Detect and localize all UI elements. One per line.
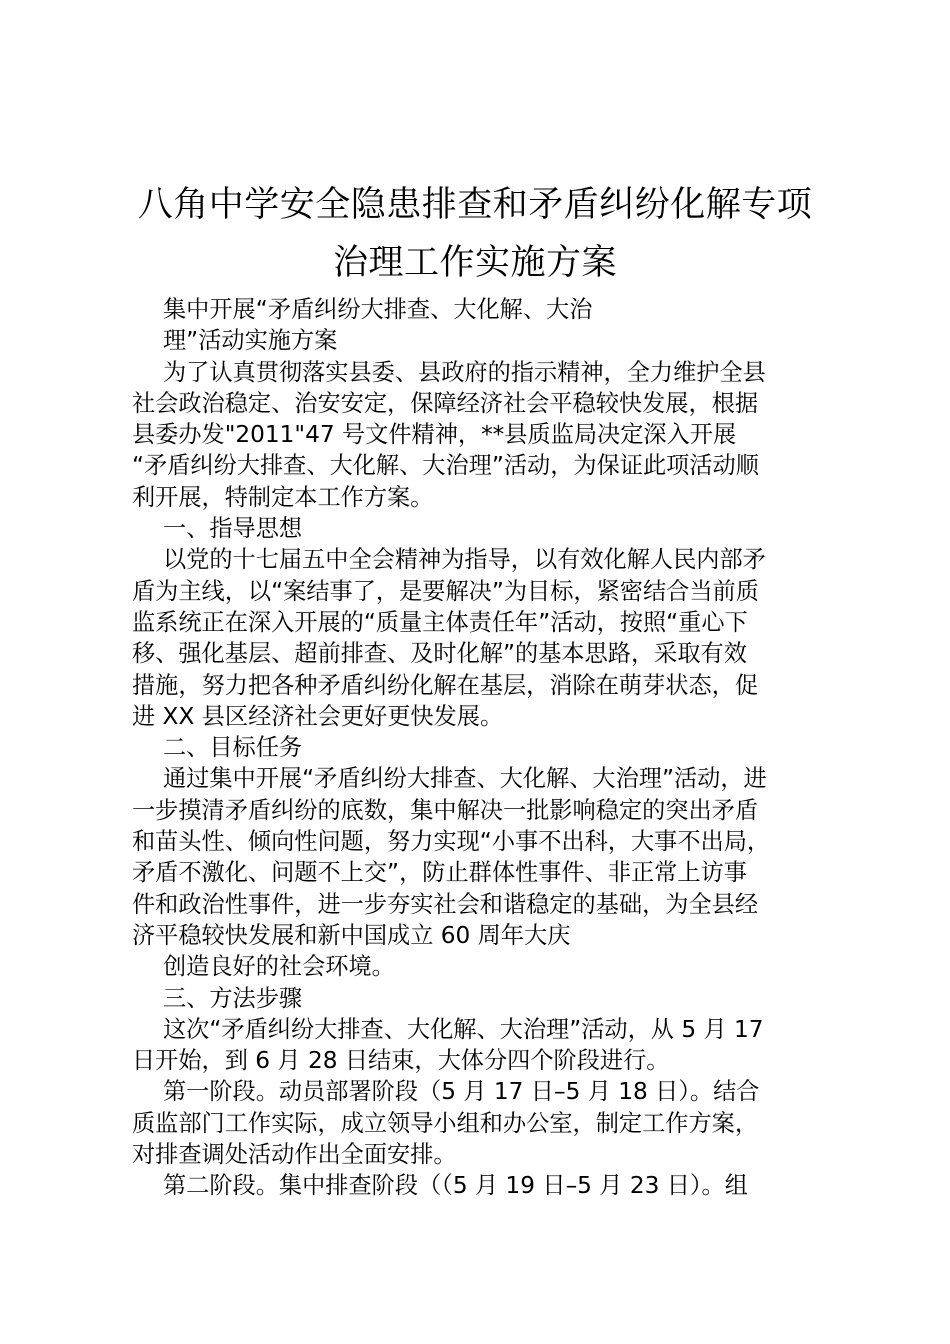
- paragraph-line: 一步摸清矛盾纠纷的底数，集中解决一批影响稳定的突出矛盾: [132, 796, 759, 824]
- paragraph-line: 对排查调处活动作出全面安排。: [132, 1141, 457, 1169]
- paragraph-line: 监系统正在深入开展的“质量主体责任年”活动，按照“重心下: [132, 608, 748, 636]
- paragraph-line: 社会政治稳定、治安安定，保障经济社会平稳较快发展，根据: [132, 389, 759, 417]
- document-body: [132, 294, 832, 1202]
- paragraph-line: 三、方法步骤: [163, 984, 303, 1012]
- paragraph-line: 利开展，特制定本工作方案。: [132, 483, 434, 511]
- paragraph-line: 为了认真贯彻落实县委、县政府的指示精神，全力维护全县: [163, 358, 766, 386]
- paragraph-line: 理”活动实施方案: [163, 327, 338, 355]
- document-title-line-2: 治理工作实施方案: [332, 243, 617, 283]
- paragraph-line: 盾为主线，以“案结事了，是要解决”为目标，紧密结合当前质: [132, 577, 759, 605]
- paragraph-line: 进 XX 县区经济社会更好更快发展。: [132, 702, 504, 730]
- paragraph-line: 二、目标任务: [163, 734, 303, 762]
- document-title-line-1: 八角中学安全隐患排查和矛盾纠纷化解专项: [137, 185, 813, 225]
- paragraph-line: 件和政治性事件，进一步夯实社会和谐稳定的基础，为全县经: [132, 890, 759, 918]
- paragraph-line: 移、强化基层、超前排查、及时化解”的基本思路，采取有效: [132, 640, 747, 668]
- paragraph-line: 一、指导思想: [163, 515, 303, 543]
- paragraph-line: 日开始，到 6 月 28 日结束，大体分四个阶段进行。: [132, 1047, 670, 1075]
- paragraph-line: 矛盾不激化、问题不上交”，防止群体性事件、非正常上访事: [132, 859, 747, 887]
- paragraph-line: 措施，努力把各种矛盾纠纷化解在基层，消除在萌芽状态，促: [132, 671, 759, 699]
- paragraph-line: 和苗头性、倾向性问题，努力实现“小事不出科，大事不出局，: [132, 828, 771, 856]
- paragraph-line: 济平稳较快发展和新中国成立 60 周年大庆: [132, 921, 571, 949]
- paragraph-line: 第二阶段。集中排查阶段（（5 月 19 日–5 月 23 日）。组: [163, 1172, 748, 1200]
- paragraph-line: 质监部门工作实际，成立领导小组和办公室，制定工作方案，: [132, 1109, 759, 1137]
- paragraph-line: 集中开展“矛盾纠纷大排查、大化解、大治: [163, 296, 593, 323]
- paragraph-line: “矛盾纠纷大排查、大化解、大治理”活动，为保证此项活动顺: [132, 452, 759, 480]
- paragraph-line: 创造良好的社会环境。: [163, 953, 395, 981]
- paragraph-line: 县委办发"2011"47 号文件精神，**县质监局决定深入开展: [132, 421, 737, 449]
- paragraph-line: 以党的十七届五中全会精神为指导，以有效化解人民内部矛: [163, 546, 766, 574]
- paragraph-line: 第一阶段。动员部署阶段（5 月 17 日–5 月 18 日）。结合: [163, 1078, 760, 1106]
- paragraph-line: 通过集中开展“矛盾纠纷大排查、大化解、大治理”活动，进: [163, 765, 767, 793]
- paragraph-line: 这次“矛盾纠纷大排查、大化解、大治理”活动，从 5 月 17: [163, 1015, 764, 1043]
